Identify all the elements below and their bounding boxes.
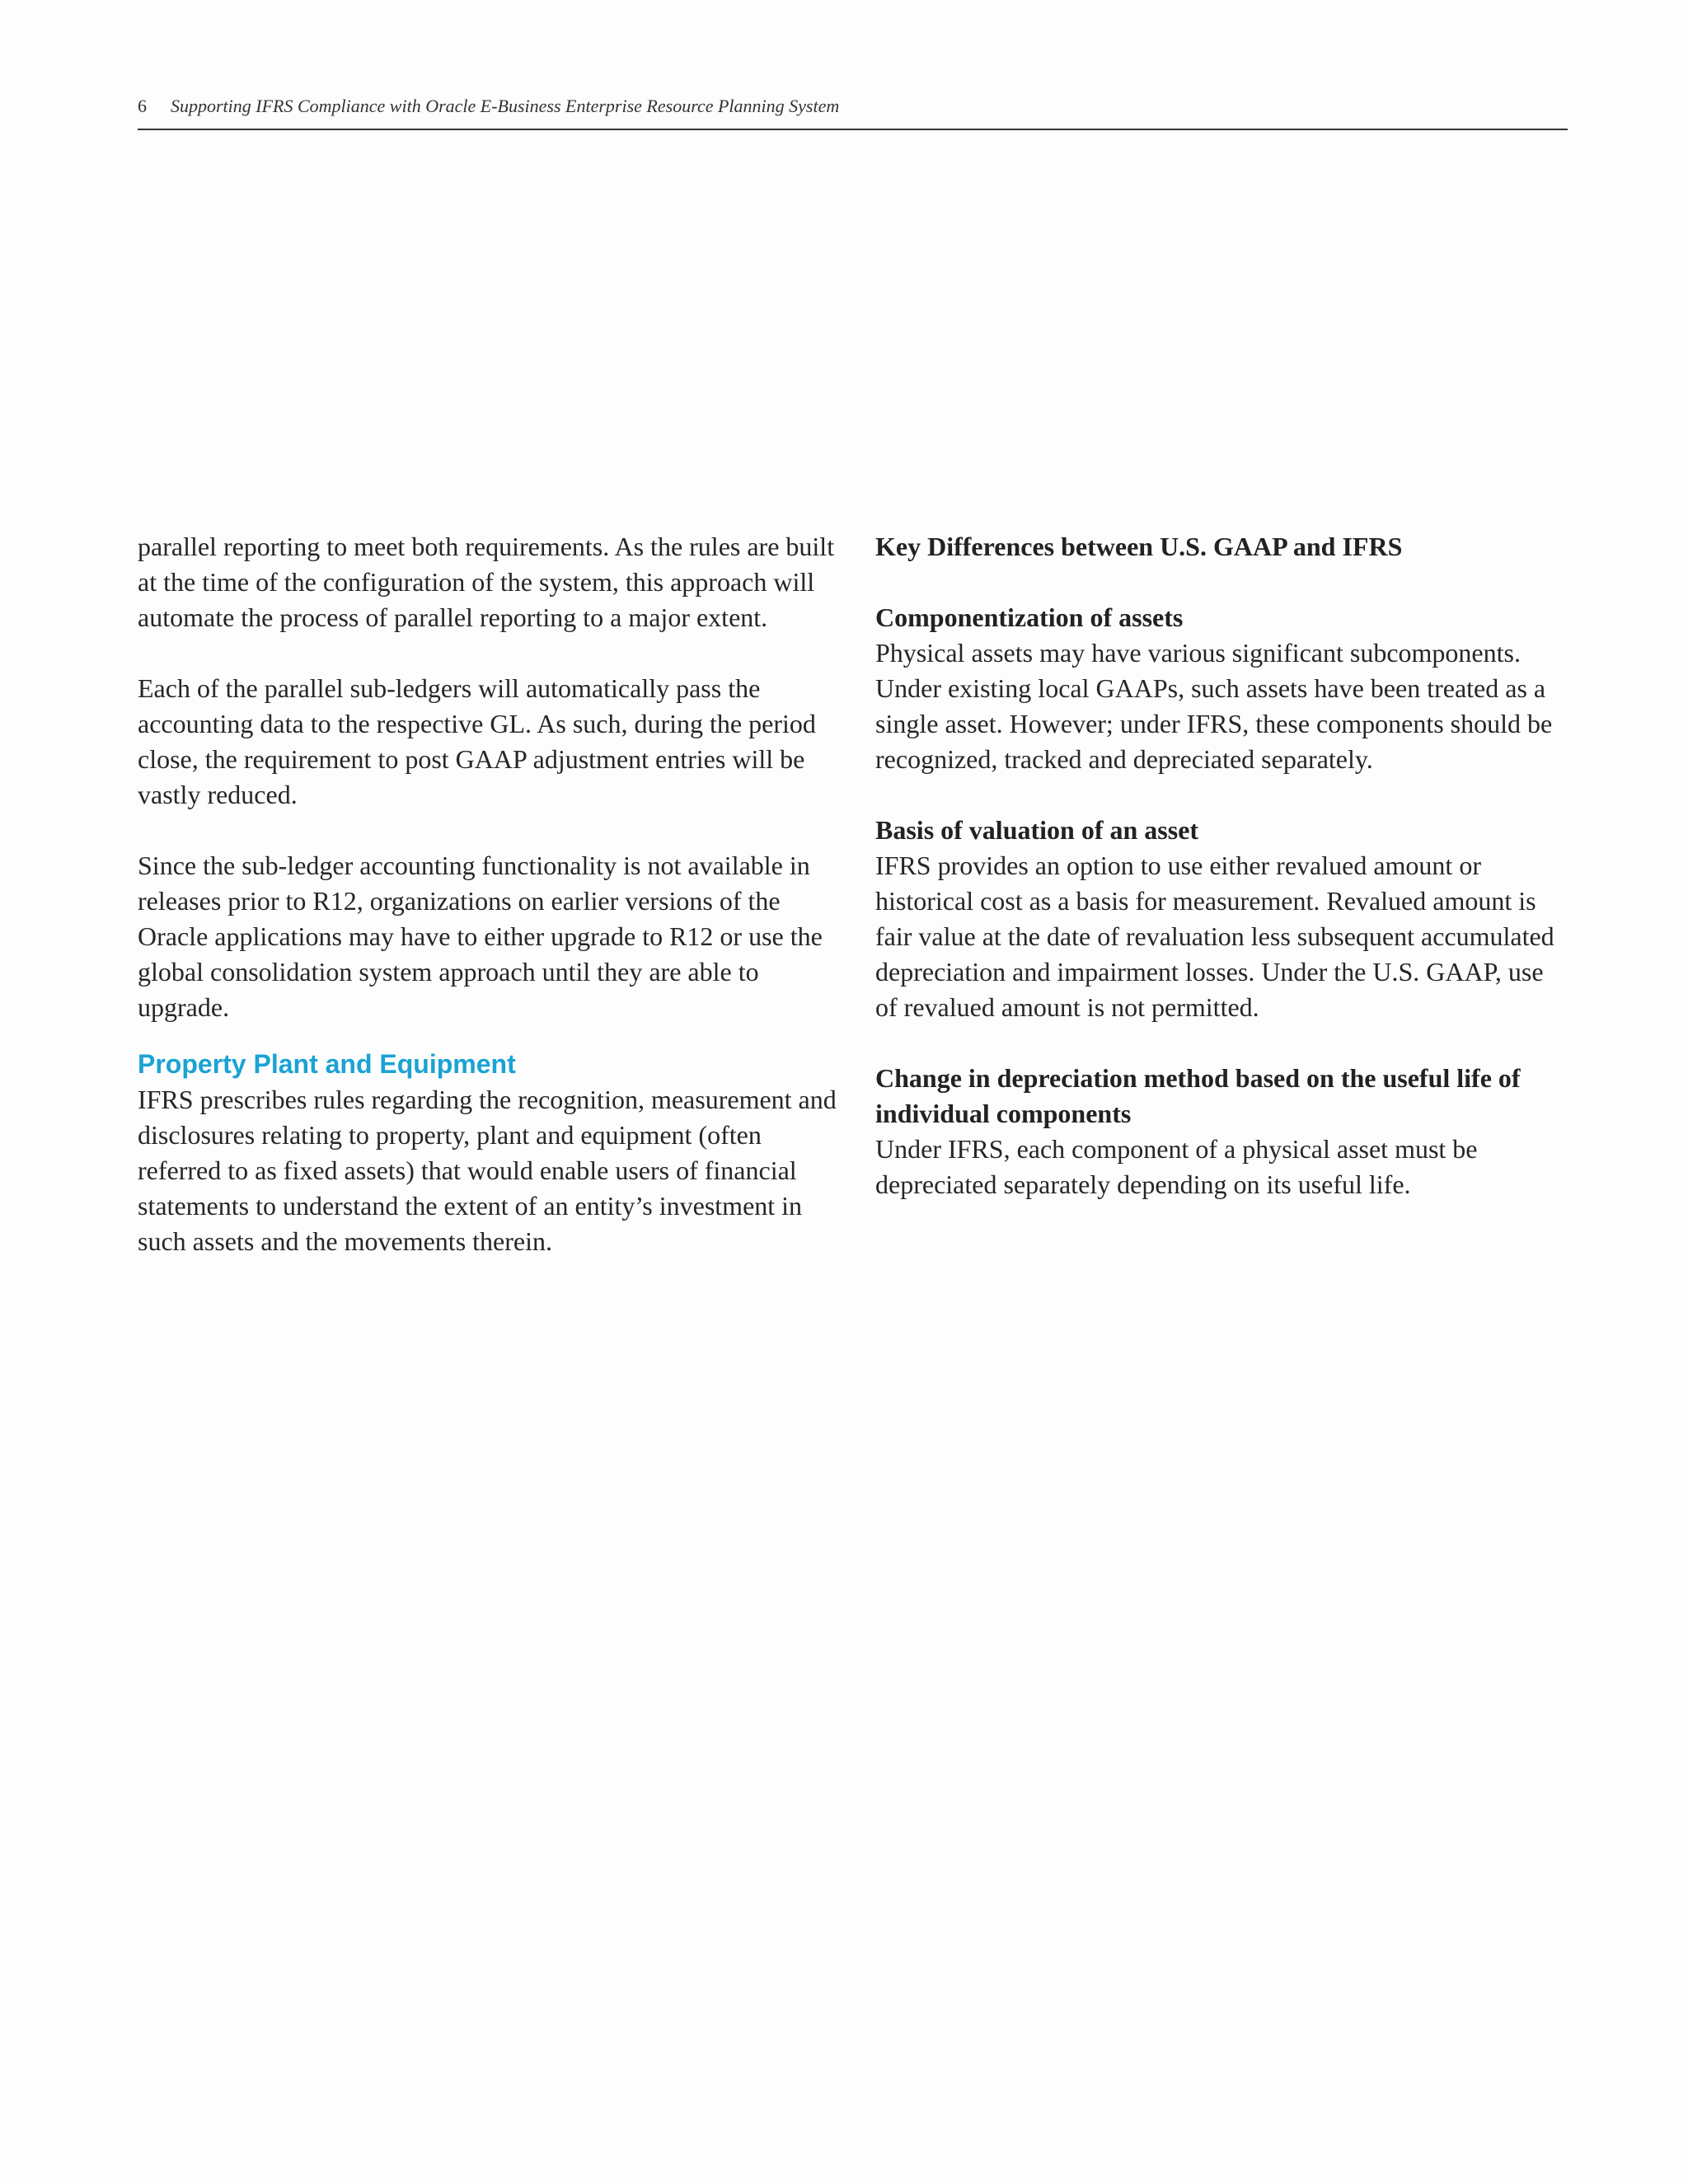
section-heading-ppe: Property Plant and Equipment <box>138 1049 516 1079</box>
subheading-depreciation: Change in depreciation method based on the useful life of individual components <box>875 1063 1521 1128</box>
paragraph-depreciation: Under IFRS, each component of a physical asset must be depreciated separately depending on its useful life. <box>875 1134 1478 1199</box>
paragraph-sub-ledgers: Each of the parallel sub-ledgers will automatically pass the accounting data to the respective GL. As such, during the period close, the requirement to post GAAP adjustment entries will be vastly reduced. <box>138 673 816 809</box>
subheading-valuation: Basis of valuation of an asset <box>875 815 1199 845</box>
subheading-componentization: Componentization of assets <box>875 602 1184 632</box>
key-differences-title: Key Differences between U.S. GAAP and IFRS <box>875 532 1403 561</box>
paragraph-parallel-reporting: parallel reporting to meet both requirements. As the rules are built at the time of the configuration of the system, this approach will automate the process of parallel reporting to a major extent. <box>138 532 835 632</box>
page-number: 6 <box>138 96 147 116</box>
page-header <box>138 94 1568 130</box>
left-column <box>138 529 838 1259</box>
right-column <box>875 529 1569 1202</box>
paragraph-r12-upgrade: Since the sub-ledger accounting functionality is not available in releases prior to R12, organizations on earlier versions of the Oracle applications may have to either upgrade to R12 or use the global consolidation system approach until they are able to upgrade. <box>138 851 823 1022</box>
paragraph-componentization: Physical assets may have various significant subcomponents. Under existing local GAAPs, such assets have been treated as a single asset. However; under IFRS, these components should be recognized, tracked and depreciated separately. <box>875 638 1553 774</box>
paragraph-ppe: IFRS prescribes rules regarding the recognition, measurement and disclosures relating to property, plant and equipment (often referred to as fixed assets) that would enable users of financial statements to understand the extent of an entity’s investment in such assets and the movements therein. <box>138 1085 837 1256</box>
running-title: Supporting IFRS Compliance with Oracle E-Business Enterprise Resource Planning System <box>171 96 840 116</box>
paragraph-valuation: IFRS provides an option to use either revalued amount or historical cost as a basis for measurement. Revalued amount is fair value at the date of revaluation less subsequent accumulated depreciation and impairment losses. Under the U.S. GAAP, use of revalued amount is not permitted. <box>875 851 1554 1022</box>
